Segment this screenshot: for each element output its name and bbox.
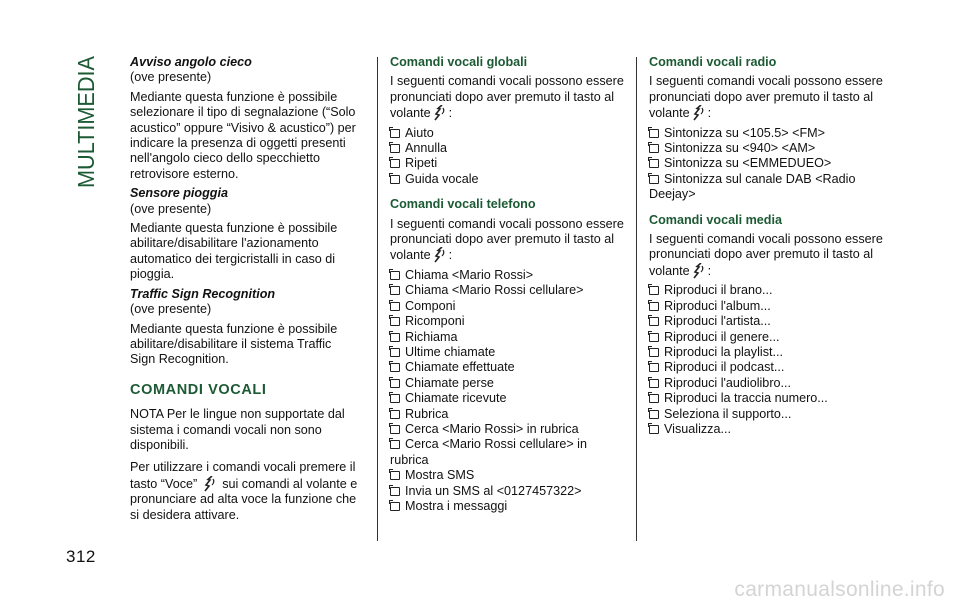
intro-media-text: I seguenti comandi vocali possono essere pronunciati dopo aver premuto il tasto al volante [649, 232, 883, 278]
watermark-text: carmanualsonline.info [734, 578, 945, 601]
list-item: Ripeti [390, 156, 625, 171]
list-item: Riproduci l'artista... [649, 314, 889, 329]
bullet-icon [649, 363, 659, 372]
list-item: Rubrica [390, 407, 625, 422]
section-side-title [68, 55, 102, 190]
paragraph-sensore-pioggia: Mediante questa funzione è possibile abilitare/disabilitare l'azionamento automatico dei tergicristalli in caso di pioggia. [130, 221, 338, 282]
heading-comandi-vocali-globali: Comandi vocali globali [390, 55, 528, 69]
list-item: Cerca <Mario Rossi> in rubrica [390, 422, 625, 437]
intro-media: I seguenti comandi vocali possono essere pronunciati dopo aver premuto il tasto al volante : [649, 232, 883, 278]
usage-text-start: Per utilizzare i comandi vocali premere il tasto “Voce” [130, 460, 356, 491]
list-item: Aiuto [390, 126, 625, 141]
voice-command-icon [203, 476, 217, 492]
bullet-icon [390, 410, 400, 419]
bullet-icon [390, 144, 400, 153]
bullet-icon [649, 317, 659, 326]
list-item: Riproduci il brano... [649, 283, 889, 298]
voice-command-icon [433, 105, 447, 121]
column-2 [390, 55, 625, 514]
list-phone-commands [390, 268, 625, 515]
bullet-icon [390, 394, 400, 403]
bullet-icon [649, 175, 659, 184]
bullet-icon [649, 333, 659, 342]
column-divider-1 [377, 57, 378, 541]
section-heading-comandi-vocali: COMANDI VOCALI [130, 381, 267, 398]
heading-comandi-vocali-media: Comandi vocali media [649, 212, 782, 227]
paragraph-usage [130, 460, 360, 523]
paragraph-avviso-angolo-cieco: Mediante questa funzione è possibile selezionare il tipo di segnalazione (“Solo acustico” oppure “Visivo & acustico”) per indicare la presenza di oggetti presenti nell'angolo cieco dello specchietto retrovisore esterno. [130, 89, 356, 181]
voice-command-icon [692, 105, 706, 121]
note-ove-presente: (ove presente) [130, 201, 212, 216]
paragraph-nota: NOTA Per le lingue non supportate dal sistema i comandi vocali non sono disponibili. [130, 407, 345, 452]
side-title-text: MULTIMEDIA [73, 55, 99, 188]
bullet-icon [649, 144, 659, 153]
list-item: Ricomponi [390, 314, 625, 329]
bullet-icon [390, 286, 400, 295]
intro-globali-text: I seguenti comandi vocali possono essere pronunciati dopo aver premuto il tasto al volante [390, 74, 624, 121]
bullet-icon [649, 379, 659, 388]
side-title-graphic [68, 55, 102, 190]
heading-sensore-pioggia: Sensore pioggia [130, 186, 228, 201]
bullet-icon [390, 302, 400, 311]
heading-comandi-vocali-radio: Comandi vocali radio [649, 55, 777, 69]
note-ove-presente: (ove presente) [130, 302, 212, 317]
paragraph-traffic-sign-recognition: Mediante questa funzione è possibile abilitare/disabilitare il sistema Traffic Sign Recognition. [130, 321, 338, 367]
bullet-icon [649, 302, 659, 311]
page-number: 312 [66, 547, 96, 566]
list-item: Ultime chiamate [390, 345, 625, 360]
list-item: Riproduci l'album... [649, 299, 889, 314]
list-item: Richiama [390, 330, 625, 345]
voice-command-icon [433, 247, 447, 263]
bullet-icon [390, 502, 400, 511]
list-item: Sintonizza su <EMMEDUEO> [649, 156, 889, 171]
intro-radio: I seguenti comandi vocali possono essere pronunciati dopo aver premuto il tasto al volante : [649, 74, 883, 121]
intro-radio-text: I seguenti comandi vocali possono essere pronunciati dopo aver premuto il tasto al volante [649, 74, 883, 121]
bullet-icon [390, 333, 400, 342]
list-media-commands [649, 283, 889, 437]
list-item: Annulla [390, 141, 625, 156]
list-item: Riproduci il podcast... [649, 360, 889, 375]
list-item: Componi [390, 299, 625, 314]
bullet-icon [390, 317, 400, 326]
voice-command-icon [692, 263, 706, 279]
column-3 [649, 55, 889, 437]
bullet-icon [390, 175, 400, 184]
column-1 [130, 55, 360, 530]
bullet-icon [390, 487, 400, 496]
intro-telefono: I seguenti comandi vocali possono essere pronunciati dopo aver premuto il tasto al volante : [390, 216, 624, 263]
list-item: Visualizza... [649, 422, 889, 437]
bullet-icon [649, 425, 659, 434]
heading-comandi-vocali-telefono: Comandi vocali telefono [390, 197, 536, 212]
usage-text-end: sui comandi al volante e pronunciare ad alta voce la funzione che si desidera attivare. [130, 476, 358, 522]
bullet-icon [390, 348, 400, 357]
bullet-icon [390, 363, 400, 372]
list-item: Chiamate perse [390, 376, 625, 391]
bullet-icon [649, 159, 659, 168]
bullet-icon [390, 159, 400, 168]
list-item: Guida vocale [390, 172, 625, 187]
bullet-icon [390, 379, 400, 388]
list-item: Sintonizza su <105.5> <FM> [649, 126, 889, 141]
heading-avviso-angolo-cieco: Avviso angolo cieco [130, 55, 252, 69]
list-item: Riproduci la traccia numero... [649, 391, 889, 406]
list-item: Chiama <Mario Rossi cellulare> [390, 283, 625, 298]
list-item: Riproduci la playlist... [649, 345, 889, 360]
intro-telefono-text: I seguenti comandi vocali possono essere pronunciati dopo aver premuto il tasto al volante [390, 216, 624, 263]
list-item: Sintonizza su <940> <AM> [649, 141, 889, 156]
list-item: Chiamate effettuate [390, 360, 625, 375]
list-item: Chiama <Mario Rossi> [390, 268, 625, 283]
bullet-icon [390, 440, 400, 449]
list-item: Riproduci l'audiolibro... [649, 376, 889, 391]
column-divider-2 [636, 57, 637, 541]
bullet-icon [649, 410, 659, 419]
list-item: Invia un SMS al <0127457322> [390, 484, 625, 499]
list-item: Chiamate ricevute [390, 391, 625, 406]
list-item: Mostra i messaggi [390, 499, 625, 514]
bullet-icon [390, 129, 400, 138]
bullet-icon [649, 348, 659, 357]
bullet-icon [390, 271, 400, 280]
list-item: Sintonizza sul canale DAB <Radio Deejay> [649, 171, 856, 202]
bullet-icon [649, 286, 659, 295]
bullet-icon [649, 394, 659, 403]
list-item: Mostra SMS [390, 468, 625, 483]
intro-globali: I seguenti comandi vocali possono essere pronunciati dopo aver premuto il tasto al volante : [390, 74, 624, 121]
list-item: Riproduci il genere... [649, 330, 889, 345]
bullet-icon [390, 471, 400, 480]
heading-traffic-sign-recognition: Traffic Sign Recognition [130, 286, 276, 301]
note-ove-presente: (ove presente) [130, 70, 212, 85]
bullet-icon [649, 129, 659, 138]
list-item: Seleziona il supporto... [649, 407, 889, 422]
list-item: Cerca <Mario Rossi cellulare> in rubrica [390, 437, 587, 467]
list-global-commands [390, 126, 625, 188]
bullet-icon [390, 425, 400, 434]
list-radio-commands [649, 126, 889, 203]
